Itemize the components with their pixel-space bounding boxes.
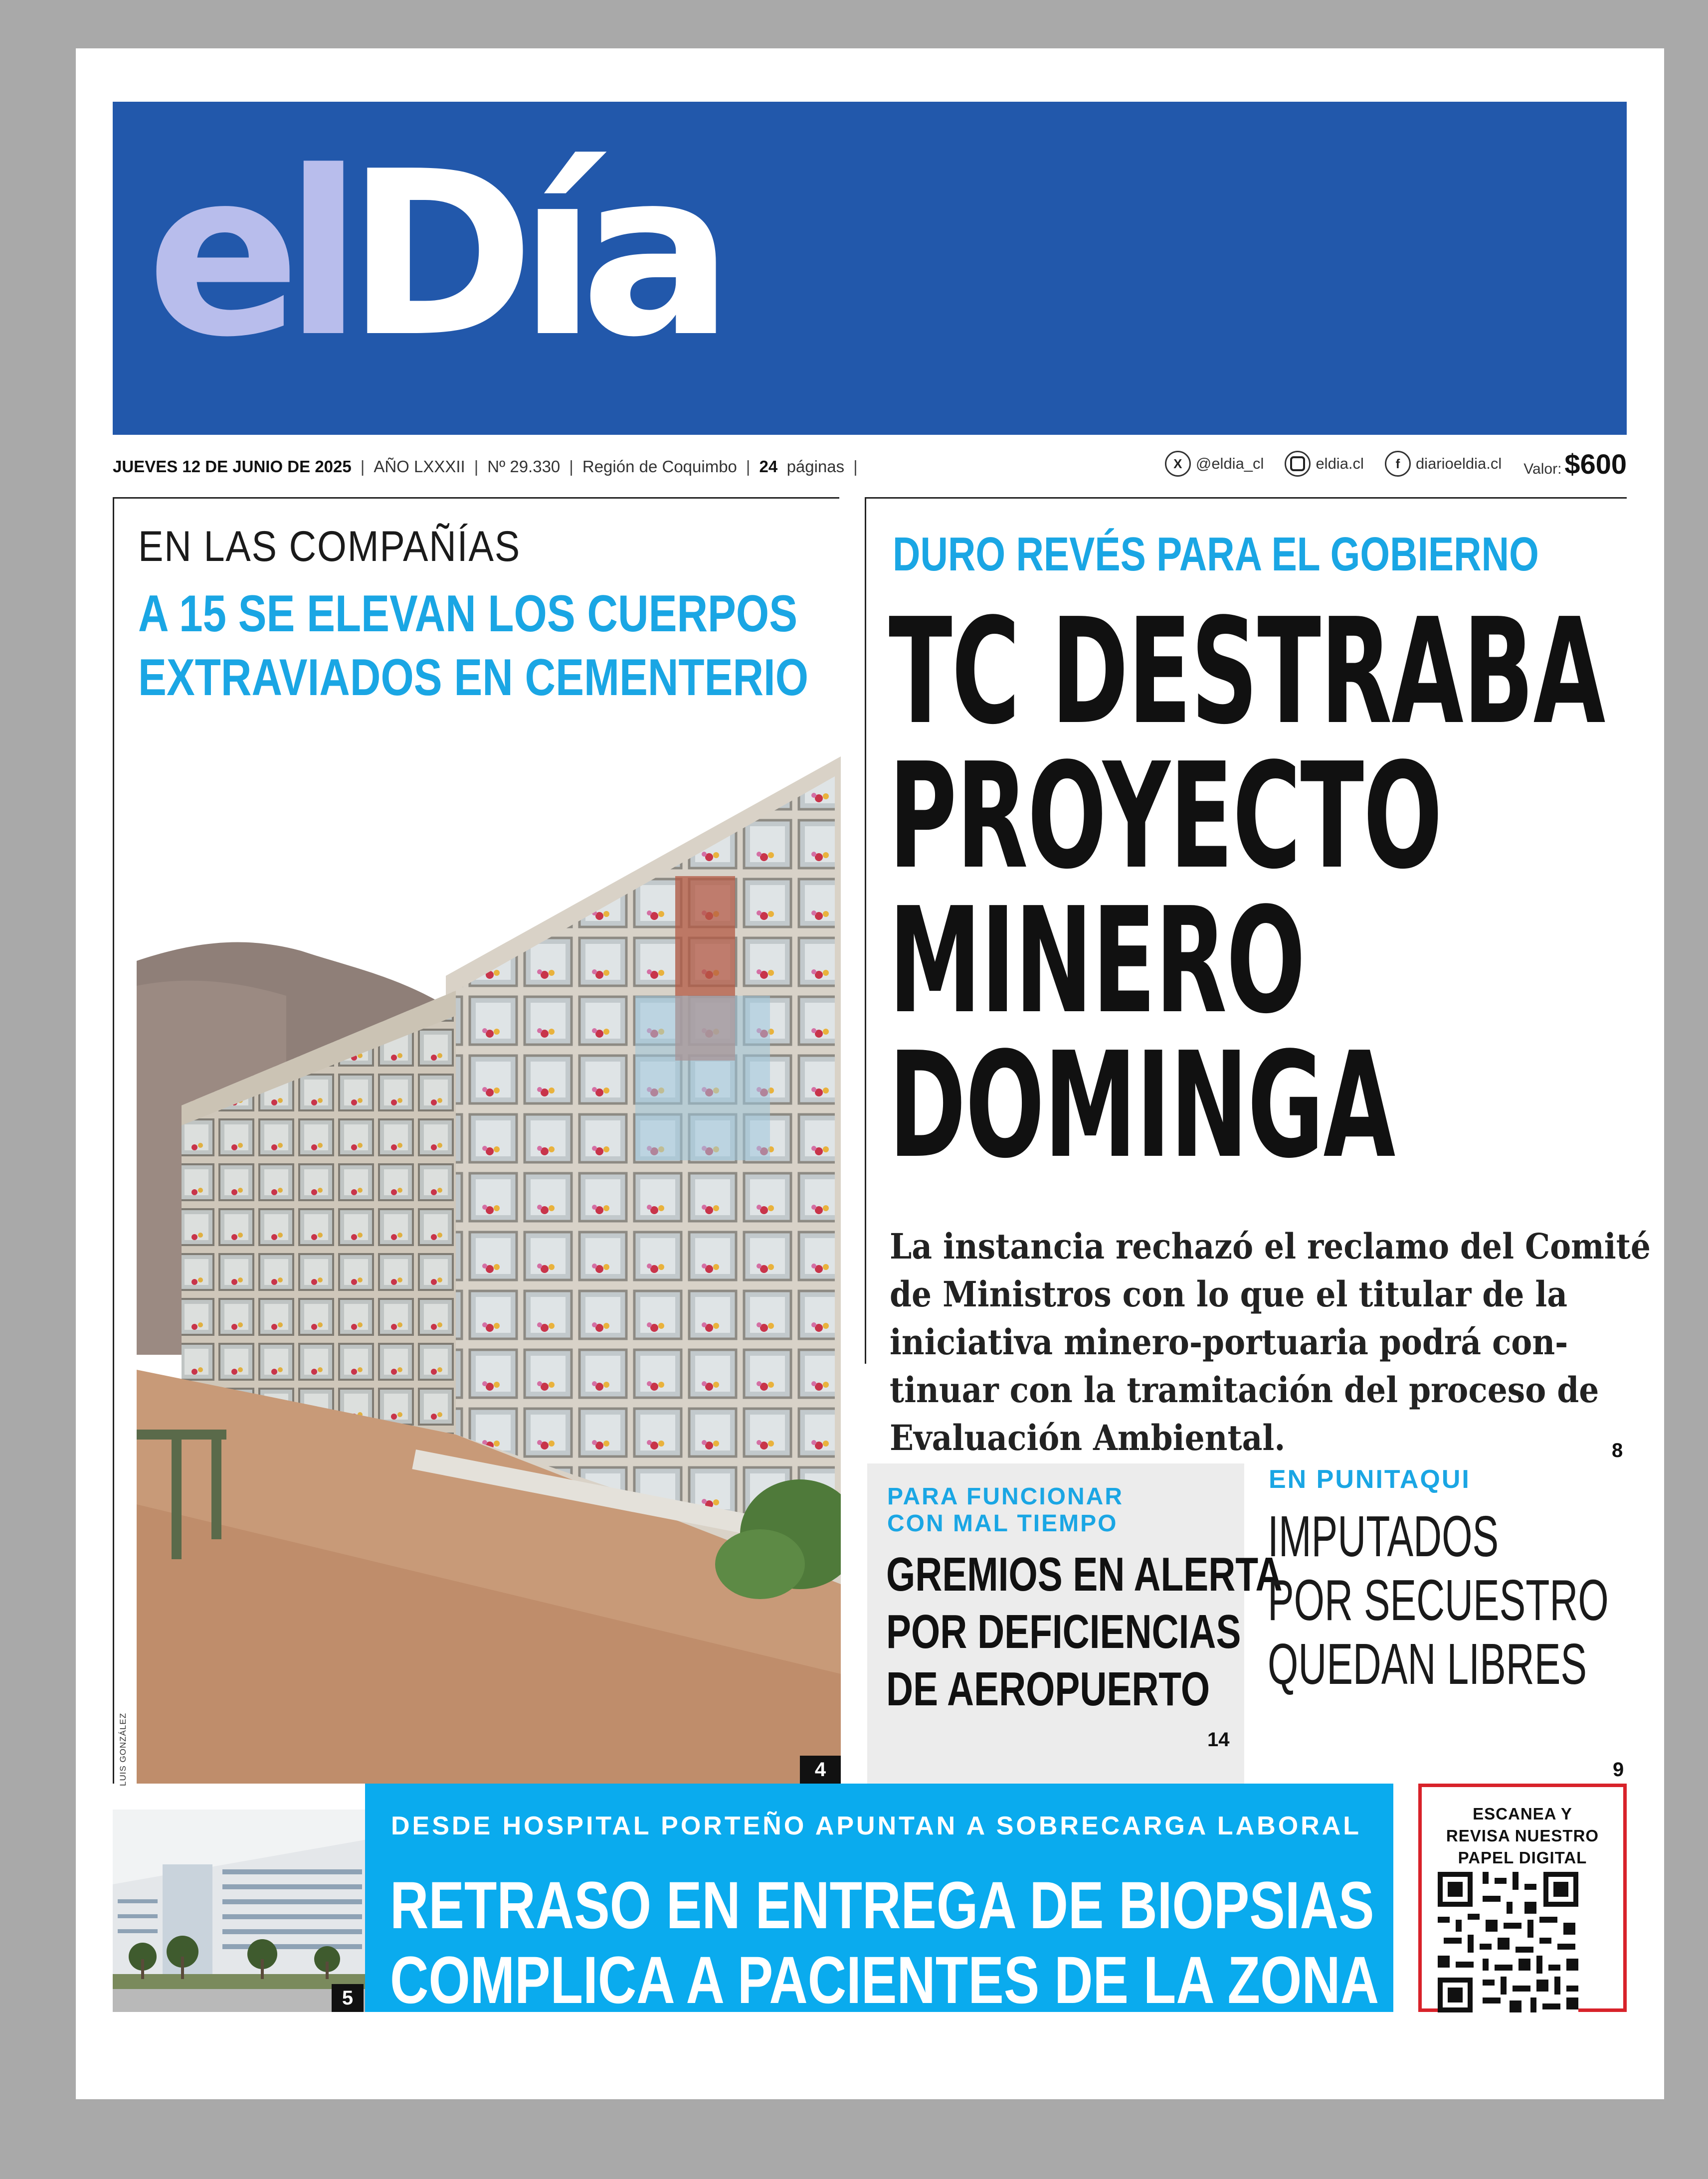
- social-x-link[interactable]: [1165, 451, 1264, 477]
- airport-story-headline: [886, 1546, 1283, 1718]
- main-story-headline[interactable]: [889, 587, 1605, 1190]
- airport-story-page-number: 14: [1207, 1729, 1230, 1751]
- punitaqui-story-kicker: EN PUNITAQUI: [1269, 1465, 1471, 1494]
- logo-dia: Día: [346, 123, 718, 387]
- pages-count: 24: [759, 457, 778, 476]
- headline-line: RETRASO EN ENTREGA DE BIOPSIAS: [390, 1868, 1374, 1943]
- qr-caption-line: PAPEL DIGITAL: [1458, 1848, 1587, 1867]
- divider: [865, 497, 1627, 499]
- headline-line: MINERO: [889, 876, 1305, 1046]
- bottom-story-headline: [390, 1868, 1379, 2018]
- separator: |: [853, 457, 858, 476]
- airport-story-kicker: [887, 1483, 1124, 1537]
- x-icon: X: [1165, 451, 1191, 477]
- separator: |: [474, 457, 479, 476]
- divider: [113, 497, 839, 499]
- price: [1523, 448, 1627, 480]
- lead-line: de Ministros con lo que el titular de la: [890, 1273, 1568, 1315]
- bottom-story-page-number[interactable]: 5: [332, 1984, 364, 2012]
- punitaqui-story-headline[interactable]: [1268, 1504, 1609, 1696]
- instagram-icon: [1285, 451, 1311, 477]
- masthead: [113, 102, 1627, 435]
- main-story-lead: [890, 1223, 1651, 1462]
- main-story-page-number[interactable]: 8: [1612, 1440, 1623, 1461]
- hospital-illustration: [113, 1810, 367, 2012]
- qr-caption: [1422, 1803, 1623, 1869]
- facebook-icon: f: [1385, 451, 1411, 477]
- headline-line: QUEDAN LIBRES: [1268, 1632, 1587, 1696]
- lead-line: iniciativa minero-portuaria podrá con-: [890, 1321, 1568, 1363]
- headline-line: POR DEFICIENCIAS: [886, 1605, 1241, 1658]
- headline-line: PROYECTO: [889, 731, 1442, 901]
- punitaqui-story-page-number[interactable]: 9: [1613, 1759, 1624, 1781]
- qr-code-box[interactable]: [1418, 1784, 1627, 2012]
- kicker-line: CON MAL TIEMPO: [887, 1510, 1118, 1537]
- lead-line: Evaluación Ambiental.: [890, 1417, 1286, 1458]
- photo-credit: [116, 1696, 126, 1786]
- bottom-story-kicker: DESDE HOSPITAL PORTEÑO APUNTAN A SOBRECARGA LABORAL: [391, 1812, 1362, 1840]
- edition-date: JUEVES 12 DE JUNIO DE 2025: [113, 457, 352, 476]
- airport-story[interactable]: [867, 1463, 1283, 1784]
- headline-line: DE AEROPUERTO: [886, 1662, 1210, 1716]
- price-value: $600: [1564, 448, 1627, 480]
- separator: |: [360, 457, 365, 476]
- edition-issue: Nº 29.330: [487, 457, 561, 476]
- edition-info-bar: [113, 447, 1627, 482]
- edition-year: AÑO LXXXII: [374, 457, 465, 476]
- hospital-photo[interactable]: [113, 1810, 367, 2012]
- divider: [865, 497, 866, 1364]
- qr-caption-line: ESCANEA Y: [1473, 1805, 1572, 1823]
- social-instagram-link[interactable]: [1285, 451, 1364, 477]
- cemetery-photo[interactable]: [137, 756, 841, 1784]
- pages-label: páginas: [786, 457, 845, 476]
- headline-line: EXTRAVIADOS EN CEMENTERIO: [138, 649, 809, 707]
- logo-el: el: [147, 123, 347, 387]
- social-x-handle: @eldia_cl: [1195, 455, 1264, 472]
- separator: |: [746, 457, 751, 476]
- newspaper-front-page: [76, 48, 1664, 2099]
- social-instagram-handle: eldia.cl: [1316, 455, 1364, 472]
- qr-caption-line: REVISA NUESTRO: [1446, 1826, 1599, 1845]
- price-label: Valor:: [1523, 460, 1562, 477]
- left-story-page-number[interactable]: 4: [800, 1756, 841, 1784]
- lead-line: tinuar con la tramitación del proceso de: [890, 1369, 1599, 1411]
- left-story-headline[interactable]: [138, 582, 809, 710]
- divider: [113, 497, 114, 1784]
- headline-line: IMPUTADOS: [1268, 1504, 1499, 1569]
- edition-region: Región de Coquimbo: [582, 457, 737, 476]
- newspaper-logo[interactable]: [147, 123, 718, 387]
- headline-line: A 15 SE ELEVAN LOS CUERPOS: [138, 585, 798, 643]
- left-story-kicker: EN LAS COMPAÑÍAS: [138, 523, 521, 570]
- qr-code-icon: [1438, 1872, 1578, 2012]
- headline-line: POR SECUESTRO: [1268, 1568, 1609, 1633]
- social-facebook-link[interactable]: [1385, 451, 1502, 477]
- headline-line: GREMIOS EN ALERTA: [886, 1548, 1283, 1601]
- separator: |: [569, 457, 573, 476]
- headline-line: COMPLICA A PACIENTES DE LA ZONA: [390, 1943, 1379, 2017]
- lead-line: La instancia rechazó el reclamo del Comité: [890, 1226, 1651, 1267]
- headline-line: DOMINGA: [889, 1021, 1395, 1190]
- headline-line: TC DESTRABA: [889, 587, 1605, 756]
- cemetery-illustration: [137, 756, 841, 1784]
- photo-credit-text: LUIS GONZÁLEZ: [118, 1712, 128, 1786]
- bottom-story-banner[interactable]: [365, 1784, 1393, 2017]
- kicker-line: PARA FUNCIONAR: [887, 1483, 1124, 1510]
- social-facebook-handle: diarioeldia.cl: [1415, 455, 1502, 472]
- main-story-kicker: DURO REVÉS PARA EL GOBIERNO: [893, 528, 1539, 581]
